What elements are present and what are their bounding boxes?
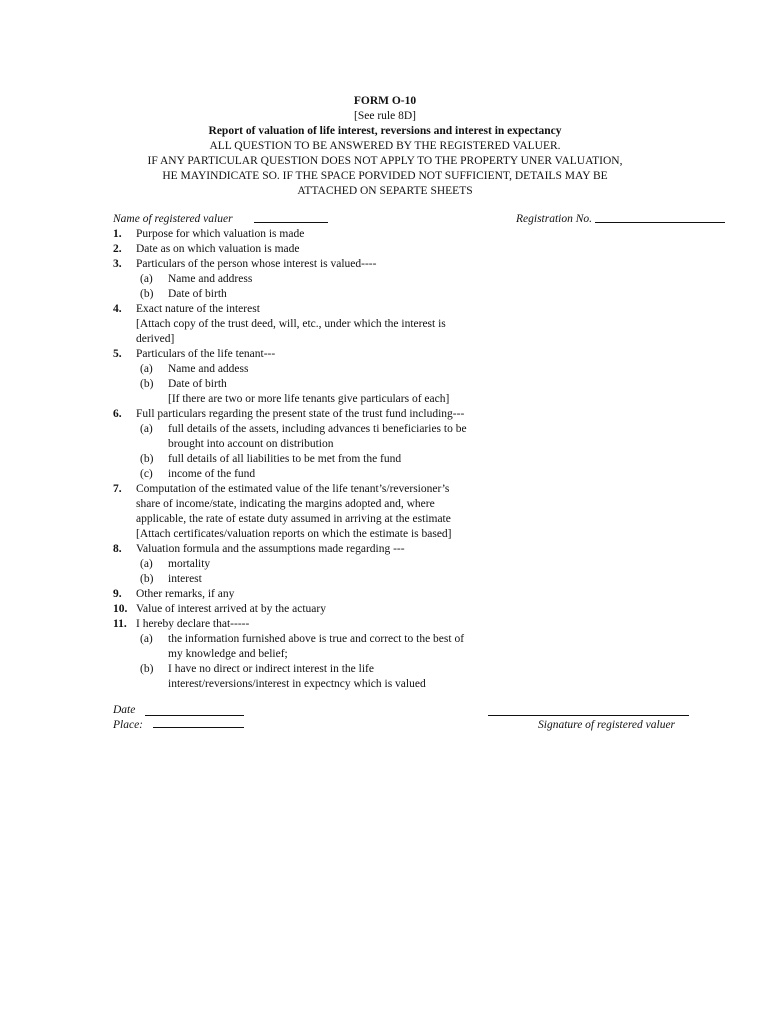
sub-item-label: (b)	[140, 288, 154, 300]
item-note	[113, 317, 513, 332]
report-title: Report of valuation of life interest, reversions and interest in expectancy	[208, 125, 562, 137]
list-item	[113, 542, 513, 557]
date-blank[interactable]	[145, 715, 244, 716]
sub-item	[113, 287, 513, 302]
item-continued	[113, 497, 513, 512]
note-text: [Attach copy of the trust deed, will, etc., under which the interest is	[136, 318, 446, 330]
list-item	[113, 257, 513, 272]
item-text: Purpose for which valuation is made	[136, 228, 305, 240]
item-text: applicable, the rate of estate duty assumed in arriving at the estimate	[136, 513, 451, 525]
item-note	[113, 332, 513, 347]
sub-item-label: (b)	[140, 453, 154, 465]
sub-item	[113, 377, 513, 392]
sub-item-text: Name and address	[168, 273, 253, 285]
rule-reference: [See rule 8D]	[354, 110, 416, 122]
note-text: [Attach certificates/valuation reports on which the estimate is based]	[136, 528, 452, 540]
form-title: FORM O-10	[353, 95, 417, 107]
sub-item	[113, 272, 513, 287]
sub-item-text: full details of the assets, including advances ti beneficiaries to be	[168, 423, 467, 435]
sub-item-text: interest	[168, 573, 202, 585]
sub-item-label: (a)	[140, 423, 153, 435]
note-text: derived]	[136, 333, 175, 345]
item-text: Particulars of the life tenant---	[136, 348, 276, 360]
item-text: Other remarks, if any	[136, 588, 235, 600]
sub-item	[113, 467, 513, 482]
instruction-line-1: ALL QUESTION TO BE ANSWERED BY THE REGISTERED VALUER.	[209, 140, 561, 152]
registration-no-blank[interactable]	[595, 222, 725, 223]
item-number: 5.	[113, 348, 122, 360]
list-item	[113, 227, 513, 242]
list-item	[113, 347, 513, 362]
item-number: 6.	[113, 408, 122, 420]
form-footer	[113, 703, 693, 743]
item-number: 9.	[113, 588, 122, 600]
sub-item-text: brought into account on distribution	[168, 438, 334, 450]
item-text: Full particulars regarding the present state of the trust fund including---	[136, 408, 465, 420]
item-text: Exact nature of the interest	[136, 303, 260, 315]
sub-item-label: (a)	[140, 273, 153, 285]
name-of-valuer-blank[interactable]	[254, 222, 328, 223]
sub-item-continued	[113, 647, 513, 662]
sub-item-text: the information furnished above is true and correct to the best of	[168, 633, 465, 645]
sub-item-text: Date of birth	[168, 378, 227, 390]
sub-item-text: my knowledge and belief;	[168, 648, 288, 660]
list-item	[113, 242, 513, 257]
sub-item	[113, 422, 513, 437]
list-item	[113, 602, 513, 617]
question-list	[113, 227, 513, 692]
sub-item-continued	[113, 677, 513, 692]
registration-no-label: Registration No.	[516, 213, 593, 225]
valuer-info-row	[113, 212, 728, 228]
list-item	[113, 617, 513, 632]
instruction-line-4: ATTACHED ON SEPARTE SHEETS	[297, 185, 473, 197]
sub-item-text: mortality	[168, 558, 211, 570]
item-note	[113, 392, 513, 407]
item-number: 3.	[113, 258, 122, 270]
list-item	[113, 407, 513, 422]
item-number: 1.	[113, 228, 122, 240]
item-text: Computation of the estimated value of the life tenant’s/reversioner’s	[136, 483, 450, 495]
sub-item-continued	[113, 437, 513, 452]
item-number: 8.	[113, 543, 122, 555]
instruction-line-3: HE MAYINDICATE SO. IF THE SPACE PORVIDED NOT SUFFICIENT, DETAILS MAY BE	[162, 170, 608, 182]
sub-item-label: (b)	[140, 663, 154, 675]
item-text: Valuation formula and the assumptions made regarding ---	[136, 543, 405, 555]
sub-item-label: (b)	[140, 378, 154, 390]
sub-item	[113, 557, 513, 572]
sub-item-text: Date of birth	[168, 288, 227, 300]
item-number: 10.	[113, 603, 128, 615]
sub-item-text: full details of all liabilities to be met from the fund	[168, 453, 402, 465]
sub-item-label: (a)	[140, 363, 153, 375]
sub-item-text: interest/reversions/interest in expectncy which is valued	[168, 678, 426, 690]
sub-item-text: income of the fund	[168, 468, 256, 480]
item-text: I hereby declare that-----	[136, 618, 250, 630]
form-header	[0, 94, 770, 199]
item-text: Particulars of the person whose interest is valued----	[136, 258, 377, 270]
sub-item	[113, 452, 513, 467]
item-number: 2.	[113, 243, 122, 255]
item-text: Date as on which valuation is made	[136, 243, 300, 255]
sub-item-label: (a)	[140, 558, 153, 570]
signature-label: Signature of registered valuer	[538, 719, 676, 731]
list-item	[113, 587, 513, 602]
item-text: Value of interest arrived at by the actuary	[136, 603, 326, 615]
sub-item-label: (b)	[140, 573, 154, 585]
item-continued	[113, 512, 513, 527]
instruction-line-2: IF ANY PARTICULAR QUESTION DOES NOT APPLY TO THE PROPERTY UNER VALUATION,	[147, 155, 623, 167]
place-blank[interactable]	[153, 727, 244, 728]
date-label: Date	[113, 704, 136, 716]
item-number: 7.	[113, 483, 122, 495]
signature-blank[interactable]	[488, 715, 689, 716]
item-text: share of income/state, indicating the margins adopted and, where	[136, 498, 435, 510]
sub-item-label: (c)	[140, 468, 153, 480]
sub-item	[113, 662, 513, 677]
sub-item-text: I have no direct or indirect interest in the life	[168, 663, 374, 675]
list-item	[113, 302, 513, 317]
sub-item-text: Name and addess	[168, 363, 249, 375]
list-item	[113, 482, 513, 497]
sub-item-label: (a)	[140, 633, 153, 645]
name-of-valuer-label: Name of registered valuer	[113, 213, 233, 225]
item-number: 4.	[113, 303, 122, 315]
item-note	[113, 527, 513, 542]
note-text: [If there are two or more life tenants give particulars of each]	[168, 393, 450, 405]
sub-item	[113, 362, 513, 377]
place-label: Place:	[113, 719, 144, 731]
sub-item	[113, 572, 513, 587]
sub-item	[113, 632, 513, 647]
item-number: 11.	[113, 618, 127, 630]
